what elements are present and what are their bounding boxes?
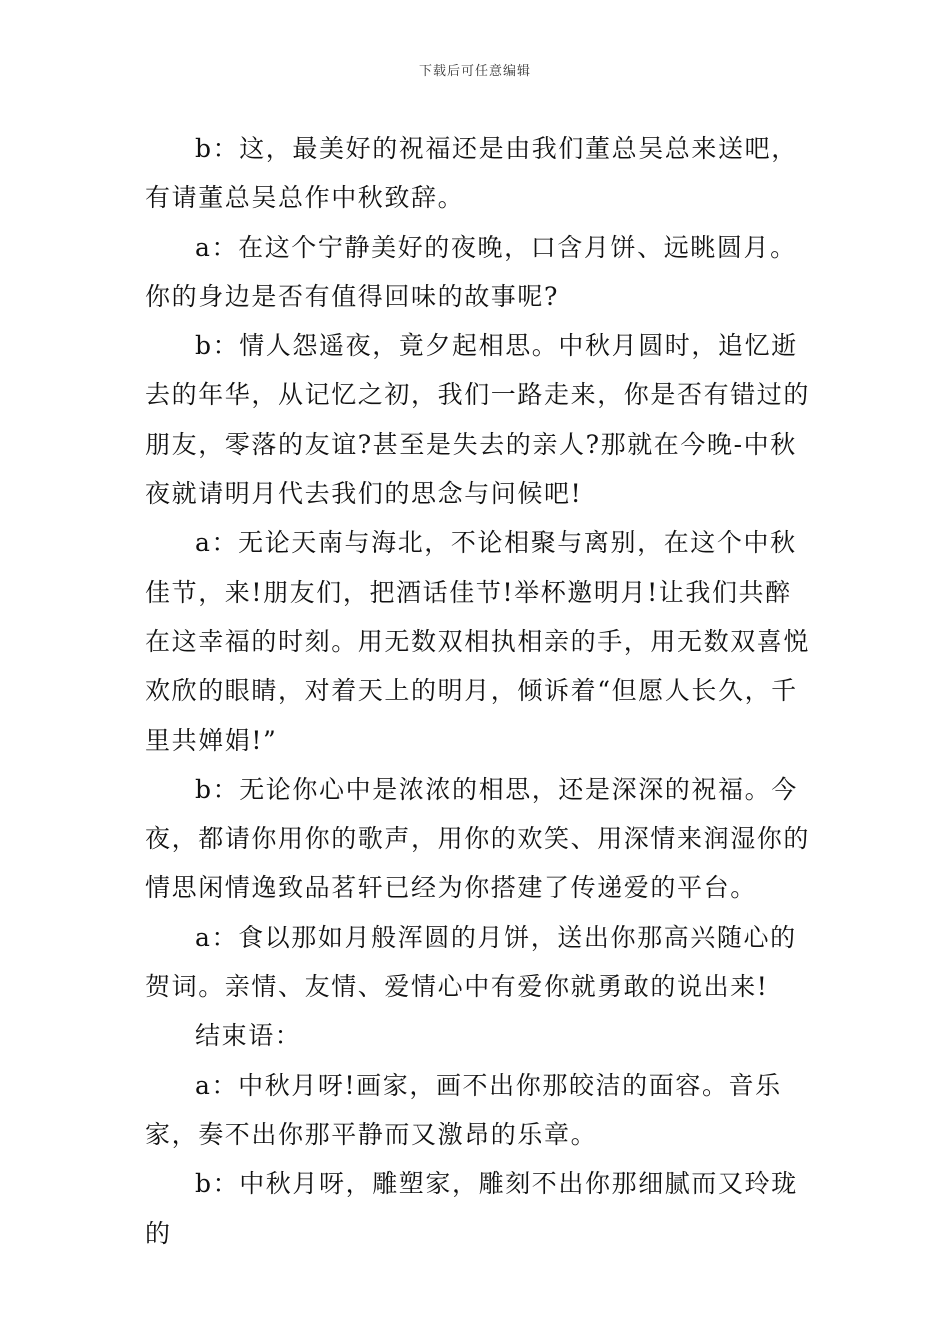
paragraph: b：情人怨遥夜，竟夕起相思。中秋月圆时，追忆逝去的年华，从记忆之初，我们一路走来，你是否有错过的朋友，零落的友谊?甚至是失去的亲人?那就在今晚-中秋夜就请明月代去我们的思念与问候吧!	[145, 331, 811, 509]
paragraph: b：中秋月呀，雕塑家，雕刻不出你那细腻而又玲珑的	[145, 1169, 798, 1248]
paragraph: a：无论天南与海北，不论相聚与离别，在这个中秋佳节，来!朋友们，把酒话佳节!举杯邀明月!让我们共醉在这幸福的时刻。用无数双相执相亲的手，用无数双喜悦欢欣的眼睛，对着天上的明月，倾诉着“但愿人长久，千里共婵娟!”	[145, 528, 811, 755]
paragraph: b：无论你心中是浓浓的相思，还是深深的祝福。今夜，都请你用你的歌声，用你的欢笑、用深情来润湿你的情思闲情逸致品茗轩已经为你搭建了传递爱的平台。	[145, 774, 811, 903]
document-body	[145, 124, 813, 1258]
page-header: 下载后可任意编辑	[418, 64, 531, 79]
paragraph: a：在这个宁静美好的夜晚，口含月饼、远眺圆月。你的身边是否有值得回味的故事呢?	[145, 232, 797, 311]
paragraph: a：中秋月呀!画家，画不出你那皎洁的面容。音乐家，奏不出你那平静而又激昂的乐章。	[145, 1070, 782, 1149]
section-heading: 结束语：	[195, 1021, 302, 1051]
paragraph: b：这，最美好的祝福还是由我们董总吴总来送吧，有请董总吴总作中秋致辞。	[145, 134, 798, 213]
paragraph: a：食以那如月般浑圆的月饼，送出你那高兴随心的贺词。亲情、友情、爱情心中有爱你就勇敢的说出来!	[145, 922, 797, 1002]
